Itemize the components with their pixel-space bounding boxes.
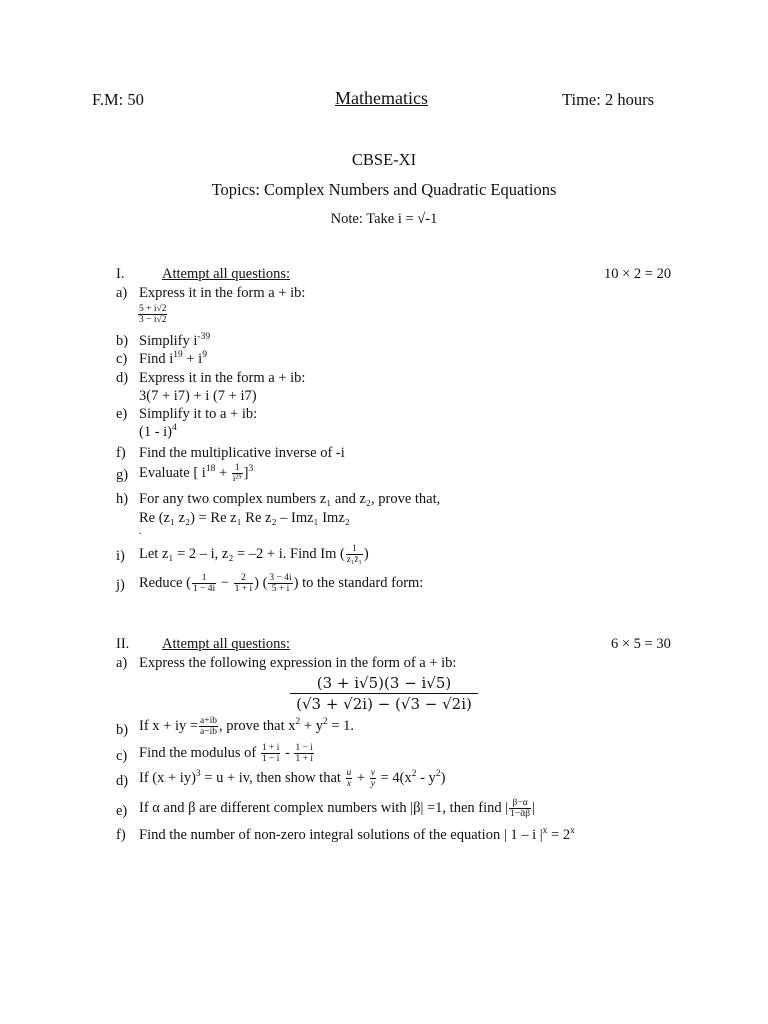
q1a-label: a) bbox=[116, 285, 128, 301]
q2d-end3: ) bbox=[440, 769, 446, 786]
q2d-f2-den: y bbox=[370, 779, 375, 789]
q2c-f2-num: 1 − i bbox=[295, 743, 313, 753]
q2e-close: | bbox=[532, 799, 535, 816]
q2d-end: = 4(x bbox=[376, 769, 412, 786]
q1j-text: Reduce ( bbox=[139, 574, 191, 591]
q2b-line bbox=[139, 716, 354, 737]
q1g-label: g) bbox=[116, 467, 129, 483]
q1b-line bbox=[139, 333, 210, 350]
q1d-expr: 3(7 + i7) + i (7 + i7) bbox=[139, 388, 257, 404]
q2a-num: (3 + i√5)(3 − i√5) bbox=[290, 673, 478, 694]
q1b-label: b) bbox=[116, 333, 129, 349]
q2b-sup1: 2 bbox=[295, 717, 301, 727]
q2b-tail: = 1. bbox=[327, 717, 355, 734]
q1h-dot: . bbox=[139, 526, 142, 537]
q1j-line bbox=[139, 573, 423, 594]
q2c-f1-num: 1 + i bbox=[261, 743, 280, 753]
q1j-label: j) bbox=[116, 577, 125, 593]
q2e-label: e) bbox=[116, 803, 128, 819]
q1d-text: Express it in the form a + ib: bbox=[139, 370, 306, 386]
q1a-text: Express it in the form a + ib: bbox=[139, 285, 306, 301]
q2f-label: f) bbox=[116, 827, 126, 843]
q2d-sup3: 2 bbox=[435, 769, 441, 779]
q1e-expr: (1 - i) bbox=[139, 424, 173, 440]
q1a-frac-den: 3 − i√2 bbox=[139, 315, 167, 325]
q1j-f3-den: 5 + i bbox=[271, 584, 290, 594]
q1j-f1-den: 1 − 4i bbox=[192, 584, 216, 594]
section-1-marks: 10 × 2 = 20 bbox=[604, 266, 672, 282]
q2e-line bbox=[139, 798, 535, 819]
q1j-f3-num: 3 − 4i bbox=[269, 573, 292, 583]
q1i-close: ) bbox=[363, 545, 369, 562]
q1j-f1-num: 1 bbox=[192, 573, 216, 584]
q2b-label: b) bbox=[116, 722, 129, 738]
q1c-line bbox=[139, 351, 207, 368]
q2d-plus: + bbox=[353, 769, 369, 786]
q2e-frac-den: 1−ᾱβ bbox=[510, 809, 531, 819]
note-line: Note: Take i = √-1 bbox=[330, 211, 438, 227]
q2d-label: d) bbox=[116, 773, 129, 789]
q2d-end2: - y bbox=[416, 769, 436, 786]
q2a-den: (√3 + √2i) − (√3 − √2i) bbox=[296, 695, 472, 713]
q2f-sup2: x bbox=[570, 826, 575, 837]
q1e-sup: 4 bbox=[172, 423, 177, 434]
time-allowed: Time: 2 hours bbox=[562, 90, 654, 109]
q1b-text: Simplify i bbox=[139, 333, 198, 349]
q1g-sup1: 18 bbox=[205, 464, 216, 474]
q2f-end: = 2 bbox=[547, 827, 571, 843]
q2c-f1-den: 1 − i bbox=[261, 754, 280, 764]
q2d-text: If (x + iy) bbox=[139, 769, 196, 786]
subject-title: Mathematics bbox=[335, 88, 428, 108]
q2d-f1-num: u bbox=[346, 768, 352, 778]
q2c-line bbox=[139, 743, 315, 764]
q2b-sup2: 2 bbox=[322, 717, 328, 727]
q2e-text: If α and β are different complex numbers with |β| =1, then find | bbox=[139, 799, 509, 816]
q1g-frac-den: i²⁵ bbox=[232, 474, 242, 484]
q2a-text: Express the following expression in the form of a + ib: bbox=[139, 655, 457, 671]
q1i-frac-num: 1 bbox=[346, 544, 363, 555]
q1c-mid: + i bbox=[182, 351, 203, 367]
full-marks: F.M: 50 bbox=[92, 90, 144, 109]
section-1-number: I. bbox=[116, 266, 125, 282]
q2b-frac-num: a+ib bbox=[200, 716, 218, 726]
q1e-text: Simplify it to a + ib: bbox=[139, 406, 258, 422]
q1i-text: Let z₁ = 2 – i, z₂ = –2 + i. Find Im ( bbox=[139, 545, 345, 562]
q1c-sup1: 19 bbox=[173, 350, 183, 361]
q1g-close: ] bbox=[243, 464, 249, 481]
q2f-text: Find the number of non-zero integral solutions of the equation | 1 – i | bbox=[139, 827, 543, 843]
q1j-minus: − bbox=[217, 574, 233, 591]
section-2-title: Attempt all questions: bbox=[162, 636, 291, 652]
q2d-sup: 3 bbox=[195, 769, 201, 779]
q2c-text: Find the modulus of bbox=[139, 744, 257, 761]
q2d-f2-num: v bbox=[370, 768, 375, 778]
q1a-fraction bbox=[137, 304, 168, 325]
q1f-text: Find the multiplicative inverse of -i bbox=[139, 445, 345, 461]
q2e-frac-num: β−α bbox=[509, 798, 531, 809]
q1i-frac-den: z₁z̄₁ bbox=[346, 555, 362, 565]
q1g-sup2: 3 bbox=[248, 464, 254, 474]
q2c-minus: - bbox=[281, 744, 294, 761]
q1e-label: e) bbox=[116, 406, 128, 422]
q2c-label: c) bbox=[116, 748, 128, 764]
q2f-line bbox=[139, 827, 575, 844]
q2b-frac-den: a−ib bbox=[200, 727, 218, 737]
q1g-text: Evaluate [ i bbox=[139, 464, 206, 481]
section-1-title: Attempt all questions: bbox=[162, 266, 291, 282]
q1j-f2-den: 1 + i bbox=[234, 584, 253, 594]
topics-line: Topics: Complex Numbers and Quadratic Equations bbox=[211, 180, 557, 199]
q1f-label: f) bbox=[116, 445, 126, 461]
q1g-plus: + bbox=[215, 464, 231, 481]
section-2-marks: 6 × 5 = 30 bbox=[611, 636, 671, 652]
class-title: CBSE-XI bbox=[351, 150, 417, 169]
q1j-mid: ) ( bbox=[254, 574, 268, 591]
q1d-label: d) bbox=[116, 370, 129, 386]
q1g-line bbox=[139, 463, 253, 484]
q1c-sup2: 9 bbox=[202, 350, 207, 361]
q2b-end: , prove that x bbox=[219, 717, 296, 734]
q1h-text: For any two complex numbers z₁ and z₂, prove that, bbox=[139, 491, 441, 507]
q1i-line bbox=[139, 544, 369, 565]
q2d-mid: = u + iv, then show that bbox=[200, 769, 341, 786]
q1a-frac-num: 5 + i√2 bbox=[139, 304, 167, 314]
q1j-end: ) to the standard form: bbox=[293, 574, 424, 591]
q1i-label: i) bbox=[116, 548, 125, 564]
q2f-sup: x bbox=[542, 826, 548, 837]
q2a-expression bbox=[0, 673, 768, 714]
q1h-label: h) bbox=[116, 491, 129, 507]
q1h-expr: Re (z₁ z₂) = Re z₁ Re z₂ – Imz₁ Imz₂ bbox=[139, 510, 350, 526]
q2b-text: If x + iy = bbox=[139, 717, 199, 734]
q1g-frac-num: 1 bbox=[232, 463, 243, 474]
q1b-sup: -39 bbox=[197, 332, 211, 343]
q2d-line bbox=[139, 768, 445, 789]
q2c-f2-den: 1 + i bbox=[295, 754, 313, 764]
q1e-expr-line bbox=[139, 424, 177, 441]
q1c-label: c) bbox=[116, 351, 128, 367]
q2b-mid: + y bbox=[300, 717, 323, 734]
q1j-f2-num: 2 bbox=[234, 573, 254, 584]
section-2-number: II. bbox=[116, 636, 130, 652]
q2d-f1-den: x bbox=[346, 779, 352, 789]
q2d-sup2: 2 bbox=[411, 769, 417, 779]
q2a-label: a) bbox=[116, 655, 128, 671]
q1c-text: Find i bbox=[139, 351, 174, 367]
